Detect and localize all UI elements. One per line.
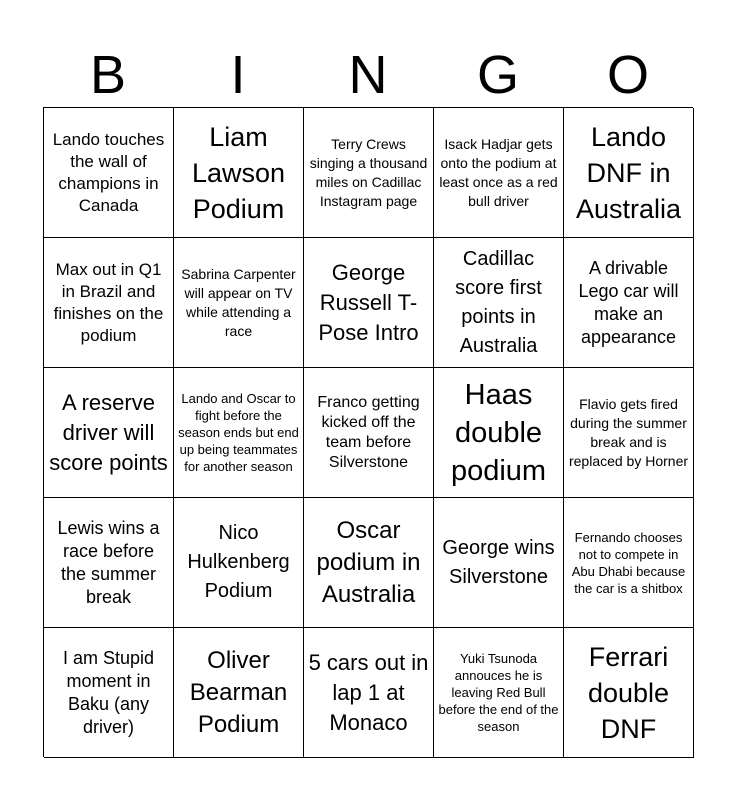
- cell-text: Nico Hulkenberg Podium: [187, 522, 290, 602]
- cell-text: Cadillac score first points in Australia: [455, 247, 542, 357]
- cell-text: Oliver Bearman Podium: [189, 646, 288, 738]
- bingo-cell[interactable]: [44, 238, 174, 368]
- bingo-cell[interactable]: [304, 498, 434, 628]
- bingo-cell[interactable]: [564, 628, 694, 758]
- bingo-cell[interactable]: [434, 498, 564, 628]
- cell-text: 5 cars out in lap 1 at Monaco: [308, 649, 429, 735]
- bingo-header: [43, 42, 693, 108]
- cell-text: I am Stupid moment in Baku (any driver): [62, 647, 155, 737]
- cell-text: Haas double podium: [450, 378, 547, 487]
- cell-text: Sabrina Carpenter will appear on TV while attending a race: [181, 265, 296, 339]
- cell-text: Terry Crews singing a thousand miles on Cadillac Instagram page: [309, 135, 428, 209]
- bingo-cell[interactable]: [434, 238, 564, 368]
- bingo-cell[interactable]: [304, 108, 434, 238]
- bingo-cell[interactable]: [44, 368, 174, 498]
- bingo-cell[interactable]: [434, 628, 564, 758]
- bingo-cell[interactable]: [564, 498, 694, 628]
- cell-text: A reserve driver will score points: [49, 389, 168, 475]
- cell-text: Yuki Tsunoda annouces he is leaving Red Bull before the end of the season: [438, 651, 559, 734]
- cell-text: Ferrari double DNF: [587, 641, 670, 744]
- cell-text: Liam Lawson Podium: [191, 121, 286, 224]
- cell-text: Max out in Q1 in Brazil and finishes on the podium: [53, 259, 164, 345]
- bingo-cell[interactable]: [304, 368, 434, 498]
- header-letter-b: B: [89, 45, 127, 105]
- header-letter-o: O: [606, 45, 649, 105]
- bingo-cell[interactable]: [44, 498, 174, 628]
- bingo-cell[interactable]: [564, 238, 694, 368]
- bingo-cell[interactable]: [304, 628, 434, 758]
- bingo-cell[interactable]: [434, 108, 564, 238]
- cell-text: Isack Hadjar gets onto the podium at least once as a red bull driver: [439, 135, 558, 209]
- cell-text: A drivable Lego car will make an appearance: [578, 257, 679, 347]
- cell-text: Lando DNF in Australia: [575, 121, 682, 224]
- bingo-cell[interactable]: [434, 368, 564, 498]
- bingo-cell[interactable]: [44, 108, 174, 238]
- bingo-cell[interactable]: [174, 368, 304, 498]
- header-letter-i: I: [230, 45, 246, 105]
- bingo-cell[interactable]: [304, 238, 434, 368]
- header-letter-g: G: [476, 45, 519, 105]
- cell-text: Lando and Oscar to fight before the season ends but end up being teammates for another season: [178, 391, 299, 474]
- cell-text: Lewis wins a race before the summer break: [57, 517, 160, 607]
- bingo-cell[interactable]: [44, 628, 174, 758]
- bingo-grid: [43, 107, 693, 757]
- bingo-cell[interactable]: [564, 368, 694, 498]
- cell-text: George wins Silverstone: [442, 536, 555, 588]
- bingo-cell[interactable]: [564, 108, 694, 238]
- bingo-cell[interactable]: [174, 108, 304, 238]
- cell-text: Lando touches the wall of champions in Canada: [52, 129, 165, 215]
- cell-text: George Russell T-Pose Intro: [318, 259, 419, 345]
- bingo-cell[interactable]: [174, 238, 304, 368]
- bingo-cell[interactable]: [174, 628, 304, 758]
- bingo-cell[interactable]: [174, 498, 304, 628]
- cell-text: Oscar podium in Australia: [316, 516, 421, 608]
- header-letter-n: N: [348, 45, 388, 105]
- cell-text: Fernando chooses not to compete in Abu Dhabi because the car is a shitbox: [571, 529, 686, 596]
- cell-text: Franco getting kicked off the team before Silverstone: [317, 393, 420, 471]
- cell-text: Flavio gets fired during the summer break and is replaced by Horner: [568, 395, 689, 469]
